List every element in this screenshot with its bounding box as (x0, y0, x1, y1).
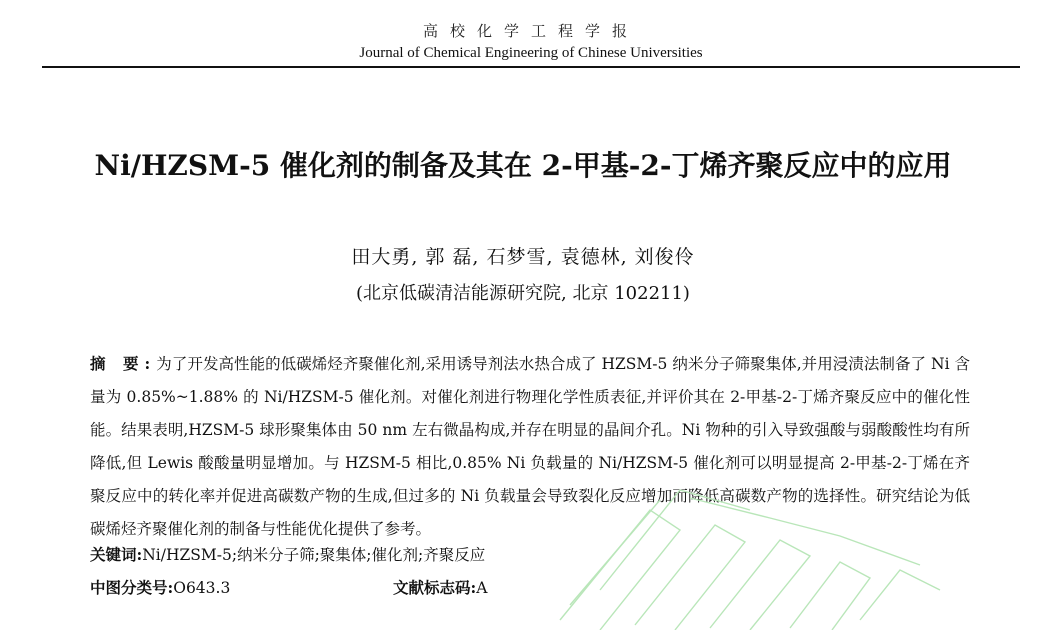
paper-authors: 田大勇, 郭 磊, 石梦雪, 袁德林, 刘俊伶 (351, 246, 695, 268)
paper-affiliation: (北京低碳清洁能源研究院, 北京 102211) (356, 283, 690, 304)
keywords-label: 关键词: (90, 545, 143, 564)
document-code-label: 文献标志码: (393, 578, 477, 597)
document-code-line (393, 576, 487, 598)
abstract-label: 摘 要: (90, 354, 157, 373)
header-rule (42, 66, 1020, 68)
document-code: A (476, 579, 488, 597)
paper-title: Ni/HZSM-5 催化剂的制备及其在 2-甲基-2-丁烯齐聚反应中的应用 (94, 149, 952, 182)
classification-code: O643.3 (173, 579, 231, 597)
journal-name-cn: 高校化学工程学报 (422, 22, 639, 40)
abstract-text: 为了开发高性能的低碳烯烃齐聚催化剂,采用诱导剂法水热合成了 HZSM-5 纳米分子筛聚集体,并用浸渍法制备了 Ni 含量为 0.85%~1.88% 的 Ni/HZSM-5 催化剂。对催化剂进行物理化学性质表征,并评价其在 2-甲基-2-丁烯齐聚反应中的催化性能。结果表明,HZSM-5 球形聚集体由 50 nm 左右微晶构成,并存在明显的晶间介孔。Ni 物种的引入导致强酸与弱酸酸性均有所降低,但 Lewis 酸酸量明显增加。与 HZSM-5 相比,0.85% Ni 负载量的 Ni/HZSM-5 催化剂可以明显提高 2-甲基-2-丁烯在齐聚反应中的转化率并促进高碳数产物的生成,但过多的 Ni 负载量会导致裂化反应增加而降低高碳数产物的选择性。研究结论为低碳烯烃齐聚催化剂的制备与性能优化提供了参考。 (90, 355, 970, 538)
classification-line (90, 576, 230, 598)
classification-label: 中图分类号: (90, 578, 174, 597)
journal-name-en: Journal of Chemical Engineering of Chinese Universities (359, 45, 703, 61)
keywords-text: Ni/HZSM-5;纳米分子筛;聚集体;催化剂;齐聚反应 (142, 546, 486, 564)
watermark-logo (540, 470, 960, 630)
keywords-line (90, 543, 485, 565)
